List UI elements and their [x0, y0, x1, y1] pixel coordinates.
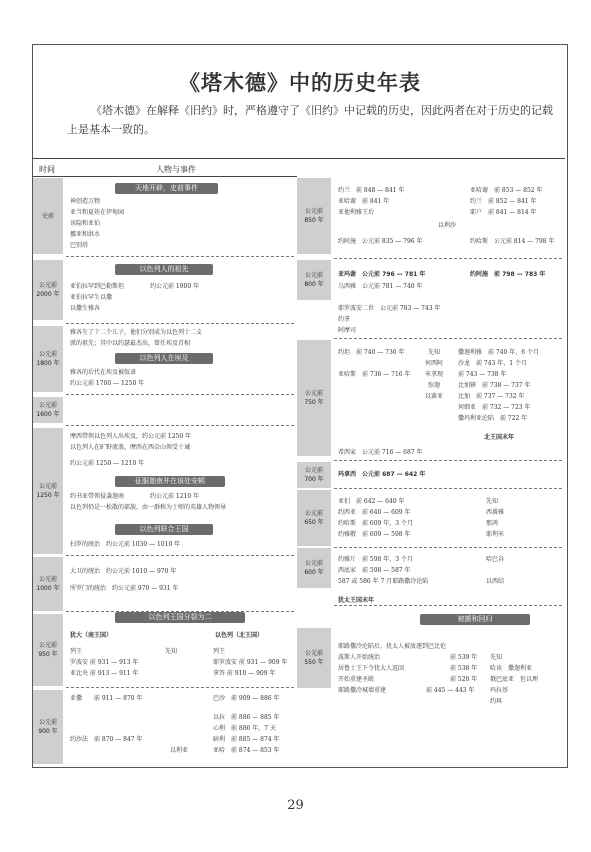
kings-label: 列王 — [213, 648, 226, 655]
section-heading: 北王国末年 — [484, 434, 515, 441]
king-entry: 约阿施 公元前 835 — 796 年 — [338, 238, 423, 245]
event-text: 耶路撒冷城墙重建 — [338, 687, 387, 694]
era-cell: 公元前 750 年 — [297, 340, 331, 456]
prophet-entry: 约珥 — [490, 698, 503, 705]
event-text: 神创造万物 — [70, 198, 101, 205]
king-entry: 约哈斯 前 609 年，3 个月 — [338, 520, 413, 527]
king-entry: 亚哈斯 前 736 — 716 年 — [338, 371, 411, 378]
king-entry: 巴沙 前 909 — 886 年 — [213, 695, 280, 702]
prophet-entry: 以利亚 — [170, 747, 189, 754]
king-entry: 心利 前 886 年，7 天 — [213, 725, 276, 732]
king-entry: 约阿施 前 798 — 783 年 — [470, 271, 546, 278]
prophet-entry: 米拿现 — [425, 371, 444, 378]
event-date: 前 445 — 443 年 — [426, 687, 475, 694]
king-entry: 沙龙 前 743 年，1 个月 — [458, 360, 527, 367]
column-time: 时间 — [39, 165, 55, 174]
prophet-entry: 俄巴底亚 但以理 — [490, 676, 539, 683]
king-entry: 约坦 前 740 — 736 年 — [338, 349, 405, 356]
king-entry: 西底家 前 598 — 587 年 — [338, 567, 411, 574]
event-date: 前 539 年 — [450, 654, 478, 661]
prophet-entry: 约拿 — [338, 316, 351, 323]
era-cell: 公元前 2000 年 — [33, 260, 63, 320]
event-text: 大卫的统治 约公元前 1010 — 970 年 — [70, 568, 177, 575]
king-entry: 乌西雅 公元前 781 — 740 年 — [338, 283, 423, 290]
event-text: 雅各的后代在埃及被奴隶 — [70, 369, 137, 376]
section-bar: 以色列人的祖先 — [115, 264, 213, 275]
event-text: 以撒生雅各 — [70, 305, 101, 312]
king-entry: 亚哈谢 前 853 — 852 年 — [470, 187, 543, 194]
king-entry: 暗利 前 885 — 874 年 — [213, 736, 280, 743]
table-rule — [297, 158, 565, 159]
prophet-entry: 阿摩司 — [338, 327, 357, 334]
king-entry: 撒迦利雅 前 740 年，6 个月 — [458, 349, 539, 356]
king-entry: 亚比央 前 913 — 911 年 — [70, 670, 139, 677]
king-entry: 希西家 公元前 716 — 687 年 — [338, 449, 423, 456]
kingdom-heading: 以色列（北王国） — [215, 632, 264, 639]
section-divider — [66, 394, 294, 395]
section-bar: 以色列人在埃及 — [115, 353, 213, 364]
king-entry: 约哈斯 公元前 814 — 798 年 — [470, 238, 555, 245]
king-entry: 罗波安 前 931 — 913 年 — [70, 659, 139, 666]
event-text: 以色列仍是一松散的部族，由一群称为士师的英雄人物领导 — [70, 504, 227, 511]
table-rule — [33, 158, 297, 159]
era-cell: 公元前 900 年 — [33, 690, 63, 764]
king-entry: 耶户 前 841 — 814 年 — [470, 209, 537, 216]
section-bar: 天地开辟，史前事件 — [115, 183, 218, 194]
kings-label: 列王 — [70, 648, 83, 655]
event-date: 前 520 年 — [450, 676, 478, 683]
king-entry: 亚玛谢 公元前 796 — 781 年 — [338, 271, 426, 278]
era-cell: 公元前 600 年 — [297, 548, 331, 588]
prophet-entry: 哈巴谷 — [486, 556, 505, 563]
prophet-label: 先知 — [165, 648, 178, 655]
king-entry: 约沙法 前 870 — 847 年 — [70, 736, 143, 743]
king-entry: 玛拿西 公元前 687 — 642 年 — [338, 471, 426, 478]
event-text: 亚伯拉罕生以撒 — [70, 294, 113, 301]
king-entry: 亚们 前 642 — 640 年 — [338, 498, 405, 505]
prophet-entry: 以赛亚 — [425, 393, 444, 400]
section-bar: 征服迦南并在该处安顿 — [115, 476, 225, 487]
era-cell: 公元前 800 年 — [297, 260, 331, 300]
king-entry: 亚撒 前 911 — 870 年 — [70, 695, 143, 702]
event-date: 约公元前 1210 年 — [150, 493, 200, 500]
king-entry: 前 743 — 738 年 — [458, 371, 507, 378]
era-cell: 公元前 1600 年 — [33, 397, 63, 423]
event-date: 约公元前 1700 — 1250 年 — [70, 380, 145, 387]
king-entry: 何细亚 前 732 — 723 年 — [458, 404, 531, 411]
king-entry: 以拉 前 886 — 885 年 — [213, 714, 280, 721]
king-entry: 约雅敬 前 609 — 598 年 — [338, 531, 411, 538]
event-text: 扫罗的统治 约公元前 1030 — 1010 年 — [70, 541, 181, 548]
king-entry: 亚哈谢 前 841 年 — [338, 198, 390, 205]
section-divider — [66, 425, 294, 426]
prophet-entry: 以西结 — [486, 578, 505, 585]
event-date: 前 538 年 — [450, 665, 478, 672]
event-date: 约公元前 1250 — 1210 年 — [70, 460, 145, 467]
king-entry: 比加 前 737 — 732 年 — [458, 393, 525, 400]
kingdom-heading: 犹大（南王国） — [70, 632, 113, 639]
event-text: 波斯人开始统治 — [338, 654, 381, 661]
era-cell: 公元前 1250 年 — [33, 428, 63, 554]
king-entry: 撒玛利亚沦陷 前 722 年 — [458, 415, 528, 422]
event-text: 派的祖先；其中以约瑟最杰出，曾任埃及首相 — [70, 340, 191, 347]
king-entry: 587 或 586 年 7 月耶路撒冷沦陷 — [338, 578, 429, 585]
prophet-entry: 哈该 撒迦利亚 — [490, 665, 533, 672]
era-cell: 公元前 650 年 — [297, 490, 331, 546]
section-heading: 犹太王国末年 — [338, 597, 375, 604]
event-date: 约公元前 1900 年 — [150, 283, 200, 290]
intro-paragraph: 《塔木德》在解释《旧约》时，严格遵守了《旧约》中记载的历史，因此两者在对于历史的记载上是基本一致的。 — [67, 104, 553, 136]
era-cell: 史前 — [33, 178, 63, 254]
event-text: 以色列人在旷野流浪，摩西在西奈山领受十诫 — [70, 444, 191, 451]
prophet-entry: 先知 — [428, 349, 441, 356]
section-divider — [334, 460, 562, 461]
prophet-entry: 先知 — [486, 498, 499, 505]
king-entry: 耶罗波安 前 931 — 909 年 — [213, 659, 288, 666]
king-entry: 亚哈 前 874 — 853 年 — [213, 747, 280, 754]
event-text: 亚当和夏娃在伊甸园 — [70, 209, 125, 216]
event-text: 该隐和亚伯 — [70, 220, 101, 227]
king-entry: 亚他利雅王后 — [338, 209, 375, 216]
section-bar: 被掳和回归 — [420, 614, 530, 625]
era-cell: 公元前 950 年 — [33, 614, 63, 686]
prophet-entry: 先知 — [490, 654, 503, 661]
section-divider — [334, 488, 562, 489]
event-text: 巴别塔 — [70, 242, 89, 249]
page-title: 《塔木德》中的历史年表 — [179, 71, 421, 95]
section-divider — [66, 687, 294, 688]
prophet-entry: 弥迦 — [428, 382, 441, 389]
event-text: 挪亚和洪水 — [70, 231, 101, 238]
column-people: 人物与事件 — [156, 165, 196, 174]
event-text: 亚伯拉罕到巴勒斯坦 — [70, 283, 125, 290]
king-entry: 约西亚 前 640 — 609 年 — [338, 509, 411, 516]
prophet-entry: 玛拉基 — [490, 687, 509, 694]
era-cell: 公元前 550 年 — [297, 628, 331, 688]
section-bar: 以色列王国分裂为二 — [115, 612, 245, 623]
event-text: 耶路撒冷沦陷后，犹太人被放逐到巴比伦 — [338, 643, 447, 650]
king-entry: 约兰 前 852 — 841 年 — [470, 198, 537, 205]
table-rule — [33, 176, 297, 177]
prophet-entry: 耶利米 — [486, 531, 505, 538]
king-entry: 约兰 前 848 — 841 年 — [338, 187, 405, 194]
era-cell: 公元前 1800 年 — [33, 326, 63, 392]
section-divider — [66, 256, 294, 257]
section-divider — [334, 258, 562, 259]
event-text: 居鲁士王下令犹太人返回 — [338, 665, 405, 672]
prophet-entry: 何西阿 — [425, 360, 444, 367]
section-divider — [66, 323, 294, 324]
king-entry: 拿答 前 910 — 909 年 — [213, 670, 276, 677]
prophet-entry: 以利沙 — [438, 222, 457, 229]
section-divider — [66, 555, 294, 556]
section-divider — [334, 338, 562, 339]
prophet-entry: 西番雅 — [486, 509, 505, 516]
page-number: 29 — [287, 798, 304, 813]
king-entry: 约雅斤 前 598 年，3 个月 — [338, 556, 413, 563]
event-text: 所罗门的统治 约公元前 970 — 931 年 — [70, 585, 179, 592]
event-text: 摩西带领以色列人出埃及，约公元前 1250 年 — [70, 433, 192, 440]
section-divider — [334, 547, 562, 548]
event-text: 约书亚带领侵袭迦南 — [70, 493, 125, 500]
era-cell: 公元前 850 年 — [297, 178, 331, 254]
event-text: 雅各生了十二个儿子，他们分别成为以色列十二支 — [70, 329, 203, 336]
section-bar: 以色列联合王国 — [115, 524, 213, 535]
era-cell: 公元前 700 年 — [297, 462, 331, 488]
king-entry: 比加辖 前 738 — 737 年 — [458, 382, 531, 389]
prophet-entry: 那鸿 — [486, 520, 499, 527]
king-entry: 耶罗波安二世 公元前 783 — 743 年 — [338, 305, 441, 312]
era-cell: 公元前 1000 年 — [33, 557, 63, 611]
event-text: 开始重建圣殿 — [338, 676, 375, 683]
